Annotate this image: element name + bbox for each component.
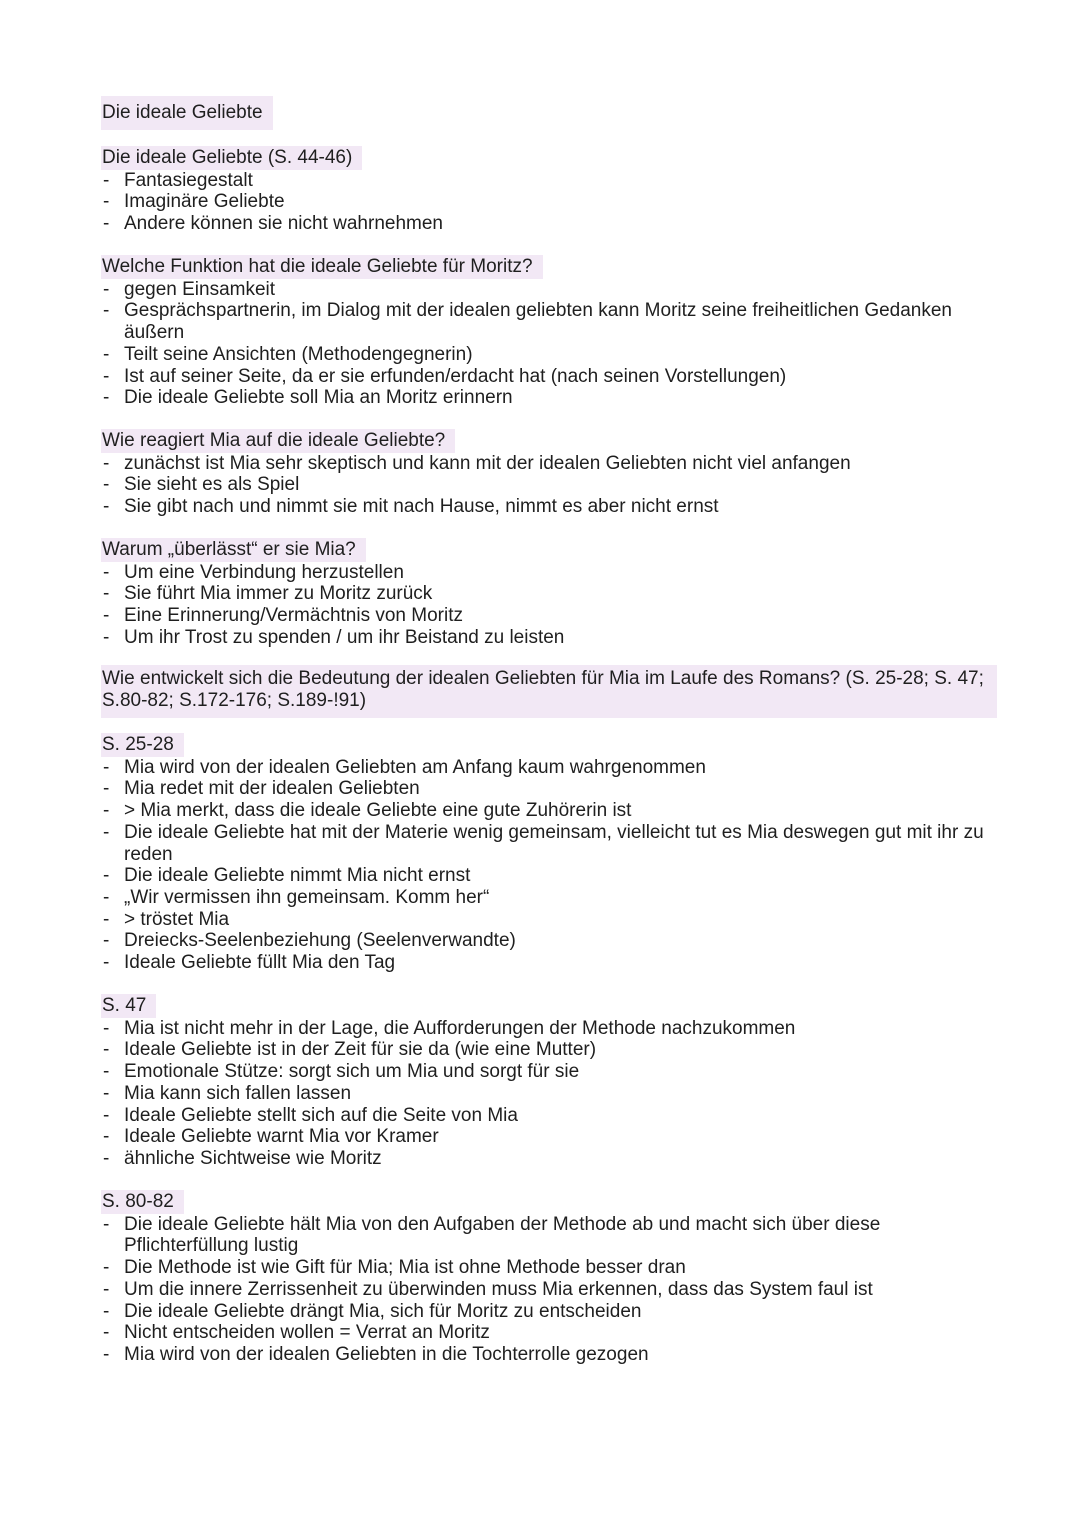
list-item: - Um eine Verbindung herzustellen	[102, 562, 1002, 584]
list-item: - Sie führt Mia immer zu Moritz zurück	[102, 583, 1002, 605]
list-item: - Mia wird von der idealen Geliebten am Anfang kaum wahrgenommen	[102, 757, 1002, 779]
document-title: Die ideale Geliebte	[101, 96, 273, 130]
list-item: - Die ideale Geliebte hat mit der Materie wenig gemeinsam, vielleicht tut es Mia deswegen gut mit ihr zu reden	[102, 822, 1002, 865]
bullet-list	[102, 757, 1002, 974]
list-item: - Fantasiegestalt	[102, 170, 1002, 192]
list-item: - Mia ist nicht mehr in der Lage, die Aufforderungen der Methode nachzukommen	[102, 1018, 1002, 1040]
section-2	[102, 255, 1002, 409]
section-heading: Wie reagiert Mia auf die ideale Geliebte?	[101, 429, 455, 453]
list-item: - Ideale Geliebte füllt Mia den Tag	[102, 952, 1002, 974]
section-heading: Wie entwickelt sich die Bedeutung der idealen Geliebten für Mia im Laufe des Romans? (S. 25-28; S. 47; S.80-82; S.172-176; S.189-!91)	[101, 665, 997, 718]
list-item: - Imaginäre Geliebte	[102, 191, 1002, 213]
list-item: - Die ideale Geliebte nimmt Mia nicht ernst	[102, 865, 1002, 887]
section-8	[102, 1190, 1002, 1366]
list-item: - Die ideale Geliebte soll Mia an Moritz erinnern	[102, 387, 1002, 409]
list-item: - Sie sieht es als Spiel	[102, 474, 1002, 496]
list-item: - Nicht entscheiden wollen = Verrat an Moritz	[102, 1322, 1002, 1344]
bullet-list	[102, 279, 1002, 409]
section-heading: S. 25-28	[101, 733, 184, 757]
list-item: - > tröstet Mia	[102, 909, 1002, 931]
list-item: - Mia kann sich fallen lassen	[102, 1083, 1002, 1105]
list-item: - Die ideale Geliebte drängt Mia, sich für Moritz zu entscheiden	[102, 1301, 1002, 1323]
document-title-block	[102, 96, 1002, 130]
list-item: - Eine Erinnerung/Vermächtnis von Moritz	[102, 605, 1002, 627]
list-item: - Um die innere Zerrissenheit zu überwinden muss Mia erkennen, dass das System faul ist	[102, 1279, 1002, 1301]
section-heading: S. 47	[101, 994, 156, 1018]
section-heading: Warum „überlässt“ er sie Mia?	[101, 538, 366, 562]
list-item: - Mia wird von der idealen Geliebten in die Tochterrolle gezogen	[102, 1344, 1002, 1366]
list-item: - Gesprächspartnerin, im Dialog mit der idealen geliebten kann Moritz seine freiheitlichen Gedanken äußern	[102, 300, 1002, 343]
list-item: - Teilt seine Ansichten (Methodengegnerin)	[102, 344, 1002, 366]
section-4	[102, 538, 1002, 649]
list-item: - zunächst ist Mia sehr skeptisch und kann mit der idealen Geliebten nicht viel anfangen	[102, 453, 1002, 475]
list-item: - Ist auf seiner Seite, da er sie erfunden/erdacht hat (nach seinen Vorstellungen)	[102, 366, 1002, 388]
list-item: - > Mia merkt, dass die ideale Geliebte eine gute Zuhörerin ist	[102, 800, 1002, 822]
bullet-list	[102, 453, 1002, 518]
list-item: - ähnliche Sichtweise wie Moritz	[102, 1148, 1002, 1170]
list-item: - Ideale Geliebte stellt sich auf die Seite von Mia	[102, 1105, 1002, 1127]
list-item: - Um ihr Trost zu spenden / um ihr Beistand zu leisten	[102, 627, 1002, 649]
section-heading: Welche Funktion hat die ideale Geliebte für Moritz?	[101, 255, 543, 279]
list-item: - Emotionale Stütze: sorgt sich um Mia und sorgt für sie	[102, 1061, 1002, 1083]
section-7	[102, 994, 1002, 1170]
section-heading: S. 80-82	[101, 1190, 184, 1214]
list-item: - Die Methode ist wie Gift für Mia; Mia ist ohne Methode besser dran	[102, 1257, 1002, 1279]
bullet-list	[102, 170, 1002, 235]
bullet-list	[102, 562, 1002, 649]
list-item: - Die ideale Geliebte hält Mia von den Aufgaben der Methode ab und macht sich über diese Pflichterfüllung lustig	[102, 1214, 1002, 1257]
list-item: - Ideale Geliebte warnt Mia vor Kramer	[102, 1126, 1002, 1148]
section-1	[102, 146, 1002, 235]
bullet-list	[102, 1018, 1002, 1170]
list-item: - Sie gibt nach und nimmt sie mit nach Hause, nimmt es aber nicht ernst	[102, 496, 1002, 518]
list-item: - „Wir vermissen ihn gemeinsam. Komm her“	[102, 887, 1002, 909]
section-5	[102, 665, 1002, 718]
section-heading: Die ideale Geliebte (S. 44-46)	[101, 146, 362, 170]
list-item: - Andere können sie nicht wahrnehmen	[102, 213, 1002, 235]
list-item: - gegen Einsamkeit	[102, 279, 1002, 301]
list-item: - Ideale Geliebte ist in der Zeit für sie da (wie eine Mutter)	[102, 1039, 1002, 1061]
list-item: - Mia redet mit der idealen Geliebten	[102, 778, 1002, 800]
section-3	[102, 429, 1002, 518]
bullet-list	[102, 1214, 1002, 1366]
list-item: - Dreiecks-Seelenbeziehung (Seelenverwandte)	[102, 930, 1002, 952]
section-6	[102, 733, 1002, 974]
